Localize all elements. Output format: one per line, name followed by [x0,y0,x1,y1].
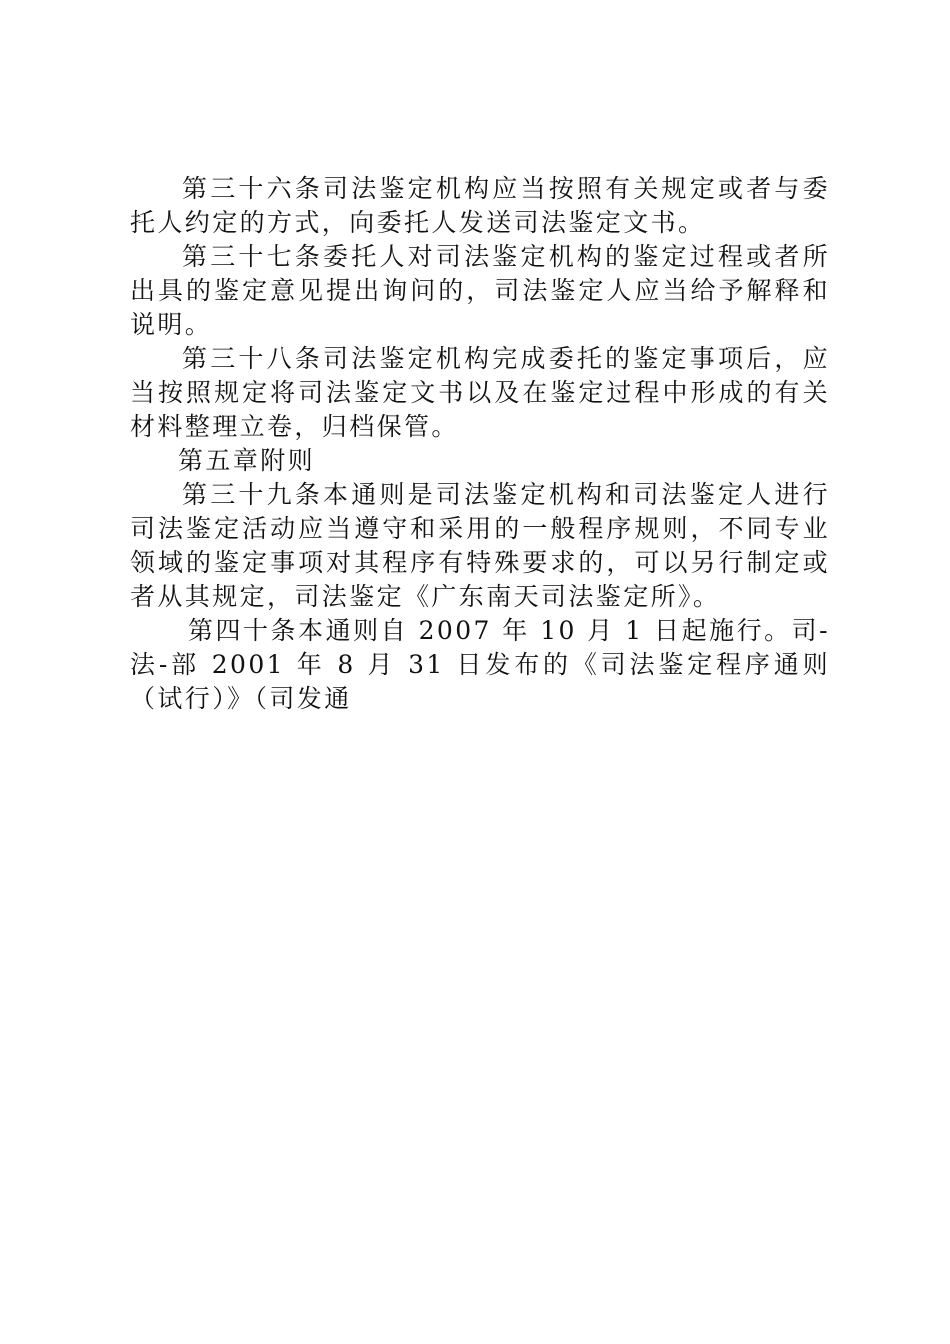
document-body [130,172,830,716]
article-37-paragraph: 第三十七条委托人对司法鉴定机构的鉴定过程或者所出具的鉴定意见提出询问的，司法鉴定人应当给予解释和说明。 [130,242,830,339]
article-38-paragraph: 第三十八条司法鉴定机构完成委托的鉴定事项后，应当按照规定将司法鉴定文书以及在鉴定过程中形成的有关材料整理立卷，归档保管。 [130,344,830,441]
article-40-paragraph: 第四十条本通则自 2007 年 10 月 1 日起施行。司-法-部 2001 年 8 月 31 日发布的《司法鉴定程序通则（试行）》（司发通 [130,616,830,713]
article-36-paragraph: 第三十六条司法鉴定机构应当按照有关规定或者与委托人约定的方式，向委托人发送司法鉴定文书。 [130,174,830,237]
chapter-heading: 第五章附则 [178,446,316,475]
article-39-paragraph: 第三十九条本通则是司法鉴定机构和司法鉴定人进行司法鉴定活动应当遵守和采用的一般程序规则，不同专业领域的鉴定事项对其程序有特殊要求的，可以另行制定或者从其规定，司法鉴定《广东南天司法鉴定所》。 [130,480,830,611]
